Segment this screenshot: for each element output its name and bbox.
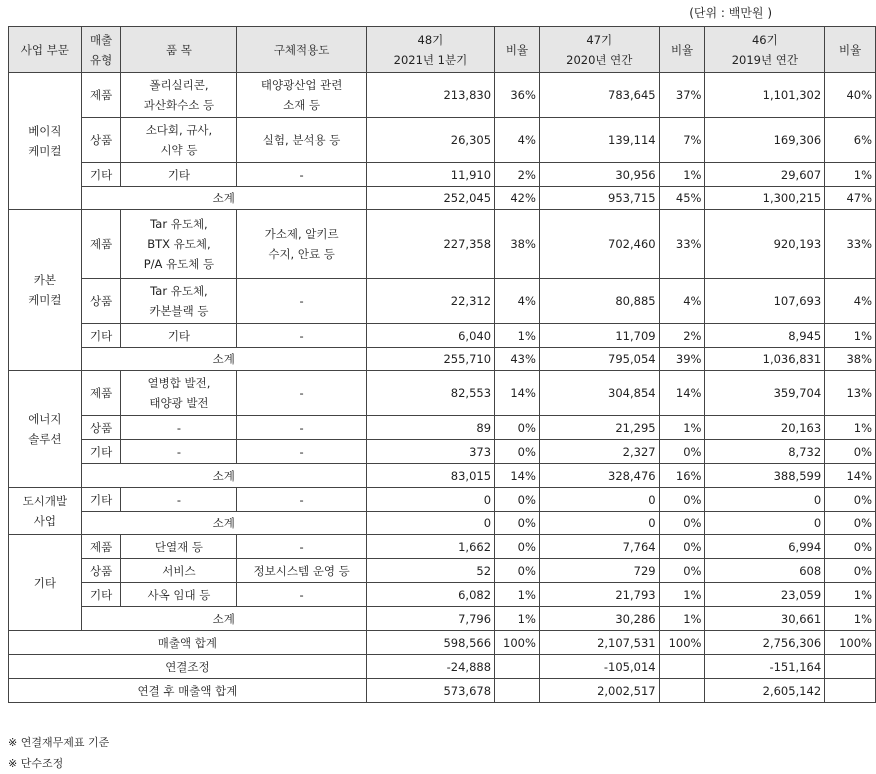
ratio-cell: 37%: [659, 73, 705, 118]
usage-cell: -: [237, 583, 366, 607]
value-cell: 8,732: [705, 440, 825, 464]
ratio-cell: 2%: [659, 324, 705, 348]
usage-cell: -: [237, 163, 366, 187]
ratio-cell: 100%: [825, 631, 876, 655]
value-cell: 8,945: [705, 324, 825, 348]
ratio-cell: 33%: [659, 210, 705, 279]
subtotal-row: [9, 348, 876, 371]
sales-type-cell: 상품: [81, 279, 121, 324]
ratio-cell: 1%: [659, 583, 705, 607]
value-cell: 21,295: [539, 416, 659, 440]
table-row: [9, 73, 876, 118]
ratio-cell: 1%: [495, 324, 540, 348]
value-cell: 0: [705, 512, 825, 535]
header-ratio: 비율: [659, 27, 705, 73]
ratio-cell: 1%: [659, 607, 705, 631]
item-cell: 기타: [121, 163, 237, 187]
header-segment: 사업 부문: [9, 27, 82, 73]
sales-type-cell: 상품: [81, 118, 121, 163]
item-cell: -: [121, 440, 237, 464]
value-cell: 702,460: [539, 210, 659, 279]
sales-type-cell: 제품: [81, 73, 121, 118]
sales-type-cell: 제품: [81, 210, 121, 279]
subtotal-label: 소계: [81, 512, 366, 535]
ratio-cell: 1%: [825, 416, 876, 440]
sales-type-cell: 기타: [81, 583, 121, 607]
item-cell: -: [121, 488, 237, 512]
header-period-48: 48기 2021년 1분기: [366, 27, 494, 73]
consolidated-total-label: 연결 후 매출액 합계: [9, 679, 367, 703]
usage-cell: -: [237, 416, 366, 440]
ratio-cell: 1%: [825, 324, 876, 348]
segment-cell: 기타: [9, 535, 82, 631]
sales-type-cell: 제품: [81, 535, 121, 559]
ratio-cell: 38%: [495, 210, 540, 279]
value-cell: 328,476: [539, 464, 659, 488]
ratio-cell: 0%: [495, 416, 540, 440]
ratio-cell: 36%: [495, 73, 540, 118]
usage-cell: 실험, 분석용 등: [237, 118, 366, 163]
usage-cell: -: [237, 488, 366, 512]
value-cell: 252,045: [366, 187, 494, 210]
ratio-cell: 43%: [495, 348, 540, 371]
value-cell: 0: [705, 488, 825, 512]
value-cell: 82,553: [366, 371, 494, 416]
table-row: [9, 279, 876, 324]
subtotal-label: 소계: [81, 464, 366, 488]
ratio-cell: 14%: [495, 464, 540, 488]
item-cell: Tar 유도체, 카본블랙 등: [121, 279, 237, 324]
ratio-cell: 45%: [659, 187, 705, 210]
subtotal-label: 소계: [81, 348, 366, 371]
ratio-cell: 42%: [495, 187, 540, 210]
value-cell: 373: [366, 440, 494, 464]
value-cell: 598,566: [366, 631, 494, 655]
ratio-cell: 0%: [659, 535, 705, 559]
ratio-cell: 47%: [825, 187, 876, 210]
value-cell: 22,312: [366, 279, 494, 324]
item-cell: Tar 유도체, BTX 유도체, P/A 유도체 등: [121, 210, 237, 279]
value-cell: -105,014: [539, 655, 659, 679]
value-cell: 2,107,531: [539, 631, 659, 655]
usage-cell: -: [237, 279, 366, 324]
value-cell: 1,300,215: [705, 187, 825, 210]
item-cell: 열병합 발전, 태양광 발전: [121, 371, 237, 416]
value-cell: 953,715: [539, 187, 659, 210]
value-cell: 573,678: [366, 679, 494, 703]
ratio-cell: 0%: [495, 440, 540, 464]
value-cell: 1,662: [366, 535, 494, 559]
subtotal-label: 소계: [81, 187, 366, 210]
value-cell: 83,015: [366, 464, 494, 488]
ratio-cell: 4%: [495, 279, 540, 324]
ratio-cell: 4%: [659, 279, 705, 324]
usage-cell: -: [237, 440, 366, 464]
value-cell: 255,710: [366, 348, 494, 371]
header-period-47: 47기 2020년 연간: [539, 27, 659, 73]
sales-type-cell: 상품: [81, 416, 121, 440]
subtotal-row: [9, 464, 876, 488]
usage-cell: -: [237, 371, 366, 416]
usage-cell: 태양광산업 관련 소재 등: [237, 73, 366, 118]
table-row: [9, 324, 876, 348]
notes: [8, 732, 109, 774]
unit-label: (단위 : 백만원 ): [689, 6, 772, 20]
ratio-cell: 1%: [495, 583, 540, 607]
value-cell: 11,709: [539, 324, 659, 348]
table-row: [9, 583, 876, 607]
sales-type-cell: 기타: [81, 440, 121, 464]
header-period-46: 46기 2019년 연간: [705, 27, 825, 73]
table-row: [9, 163, 876, 187]
ratio-cell: 1%: [825, 607, 876, 631]
value-cell: 0: [366, 488, 494, 512]
ratio-cell: 1%: [659, 163, 705, 187]
item-cell: 기타: [121, 324, 237, 348]
ratio-cell: 1%: [825, 163, 876, 187]
value-cell: 29,607: [705, 163, 825, 187]
item-cell: 단열재 등: [121, 535, 237, 559]
header-row: [9, 27, 876, 73]
ratio-cell: 14%: [659, 371, 705, 416]
subtotal-row: [9, 187, 876, 210]
value-cell: 2,327: [539, 440, 659, 464]
ratio-cell: 14%: [825, 464, 876, 488]
value-cell: 30,661: [705, 607, 825, 631]
subtotal-row: [9, 512, 876, 535]
value-cell: 2,002,517: [539, 679, 659, 703]
ratio-cell: 100%: [495, 631, 540, 655]
table-row: [9, 371, 876, 416]
value-cell: 304,854: [539, 371, 659, 416]
subtotal-label: 소계: [81, 607, 366, 631]
value-cell: 2,756,306: [705, 631, 825, 655]
sales-type-cell: 기타: [81, 163, 121, 187]
value-cell: 23,059: [705, 583, 825, 607]
value-cell: 2,605,142: [705, 679, 825, 703]
ratio-cell: 14%: [495, 371, 540, 416]
segment-cell: 도시개발 사업: [9, 488, 82, 535]
note: ※ 연결재무제표 기준: [8, 736, 110, 749]
value-cell: 1,101,302: [705, 73, 825, 118]
ratio-cell: 0%: [825, 512, 876, 535]
segment-cell: 베이직 케미컬: [9, 73, 82, 210]
header-ratio: 비율: [495, 27, 540, 73]
value-cell: 21,793: [539, 583, 659, 607]
value-cell: 20,163: [705, 416, 825, 440]
value-cell: 388,599: [705, 464, 825, 488]
item-cell: 사옥 임대 등: [121, 583, 237, 607]
ratio-cell: 0%: [825, 488, 876, 512]
value-cell: 107,693: [705, 279, 825, 324]
value-cell: -151,164: [705, 655, 825, 679]
value-cell: 608: [705, 559, 825, 583]
value-cell: 52: [366, 559, 494, 583]
value-cell: 7,796: [366, 607, 494, 631]
ratio-cell: 38%: [825, 348, 876, 371]
value-cell: 795,054: [539, 348, 659, 371]
header-ratio: 비율: [825, 27, 876, 73]
consolidation-label: 연결조정: [9, 655, 367, 679]
item-cell: -: [121, 416, 237, 440]
segment-cell: 에너지 솔루션: [9, 371, 82, 488]
ratio-cell: 0%: [659, 559, 705, 583]
total-label: 매출액 합계: [9, 631, 367, 655]
value-cell: 80,885: [539, 279, 659, 324]
sales-type-cell: 제품: [81, 371, 121, 416]
header-sales-type: 매출 유형: [81, 27, 121, 73]
ratio-cell: 0%: [825, 559, 876, 583]
sales-type-cell: 상품: [81, 559, 121, 583]
value-cell: 30,956: [539, 163, 659, 187]
ratio-cell: 39%: [659, 348, 705, 371]
item-cell: 폴리실리콘, 과산화수소 등: [121, 73, 237, 118]
item-cell: 서비스: [121, 559, 237, 583]
ratio-cell: 33%: [825, 210, 876, 279]
table-row: [9, 440, 876, 464]
ratio-cell: 1%: [495, 607, 540, 631]
ratio-cell: [495, 679, 540, 703]
usage-cell: 정보시스템 운영 등: [237, 559, 366, 583]
value-cell: 6,994: [705, 535, 825, 559]
usage-cell: -: [237, 535, 366, 559]
ratio-cell: 4%: [825, 279, 876, 324]
total-row: [9, 631, 876, 655]
ratio-cell: 2%: [495, 163, 540, 187]
value-cell: 26,305: [366, 118, 494, 163]
value-cell: 0: [539, 488, 659, 512]
sales-type-cell: 기타: [81, 324, 121, 348]
value-cell: 0: [539, 512, 659, 535]
ratio-cell: 0%: [659, 512, 705, 535]
value-cell: 359,704: [705, 371, 825, 416]
ratio-cell: 0%: [495, 535, 540, 559]
ratio-cell: 0%: [495, 512, 540, 535]
value-cell: 6,040: [366, 324, 494, 348]
usage-cell: 가소제, 알키르 수지, 안료 등: [237, 210, 366, 279]
value-cell: 169,306: [705, 118, 825, 163]
ratio-cell: 0%: [659, 488, 705, 512]
header-item: 품 목: [121, 27, 237, 73]
value-cell: 1,036,831: [705, 348, 825, 371]
table-row: [9, 210, 876, 279]
sales-type-cell: 기타: [81, 488, 121, 512]
value-cell: 139,114: [539, 118, 659, 163]
ratio-cell: [659, 679, 705, 703]
ratio-cell: 7%: [659, 118, 705, 163]
ratio-cell: 40%: [825, 73, 876, 118]
ratio-cell: 0%: [825, 440, 876, 464]
ratio-cell: 4%: [495, 118, 540, 163]
ratio-cell: 13%: [825, 371, 876, 416]
table-row: [9, 416, 876, 440]
value-cell: 783,645: [539, 73, 659, 118]
ratio-cell: 1%: [825, 583, 876, 607]
value-cell: 30,286: [539, 607, 659, 631]
consolidation-row: [9, 655, 876, 679]
item-cell: 소다회, 규사, 시약 등: [121, 118, 237, 163]
value-cell: 227,358: [366, 210, 494, 279]
value-cell: 920,193: [705, 210, 825, 279]
value-cell: 7,764: [539, 535, 659, 559]
ratio-cell: 0%: [495, 488, 540, 512]
ratio-cell: [825, 679, 876, 703]
table-row: [9, 118, 876, 163]
ratio-cell: 16%: [659, 464, 705, 488]
value-cell: 6,082: [366, 583, 494, 607]
table-row: [9, 535, 876, 559]
table-row: [9, 488, 876, 512]
value-cell: 0: [366, 512, 494, 535]
usage-cell: -: [237, 324, 366, 348]
table-row: [9, 559, 876, 583]
ratio-cell: 100%: [659, 631, 705, 655]
segment-cell: 카본 케미컬: [9, 210, 82, 371]
ratio-cell: [495, 655, 540, 679]
ratio-cell: 0%: [495, 559, 540, 583]
ratio-cell: [659, 655, 705, 679]
ratio-cell: 1%: [659, 416, 705, 440]
consolidated-total-row: [9, 679, 876, 703]
value-cell: 89: [366, 416, 494, 440]
ratio-cell: 6%: [825, 118, 876, 163]
value-cell: 729: [539, 559, 659, 583]
value-cell: 213,830: [366, 73, 494, 118]
ratio-cell: [825, 655, 876, 679]
header-usage: 구체적용도: [237, 27, 366, 73]
ratio-cell: 0%: [825, 535, 876, 559]
ratio-cell: 0%: [659, 440, 705, 464]
value-cell: 11,910: [366, 163, 494, 187]
sales-table: [8, 26, 876, 703]
note: ※ 단수조정: [8, 757, 64, 770]
subtotal-row: [9, 607, 876, 631]
value-cell: -24,888: [366, 655, 494, 679]
